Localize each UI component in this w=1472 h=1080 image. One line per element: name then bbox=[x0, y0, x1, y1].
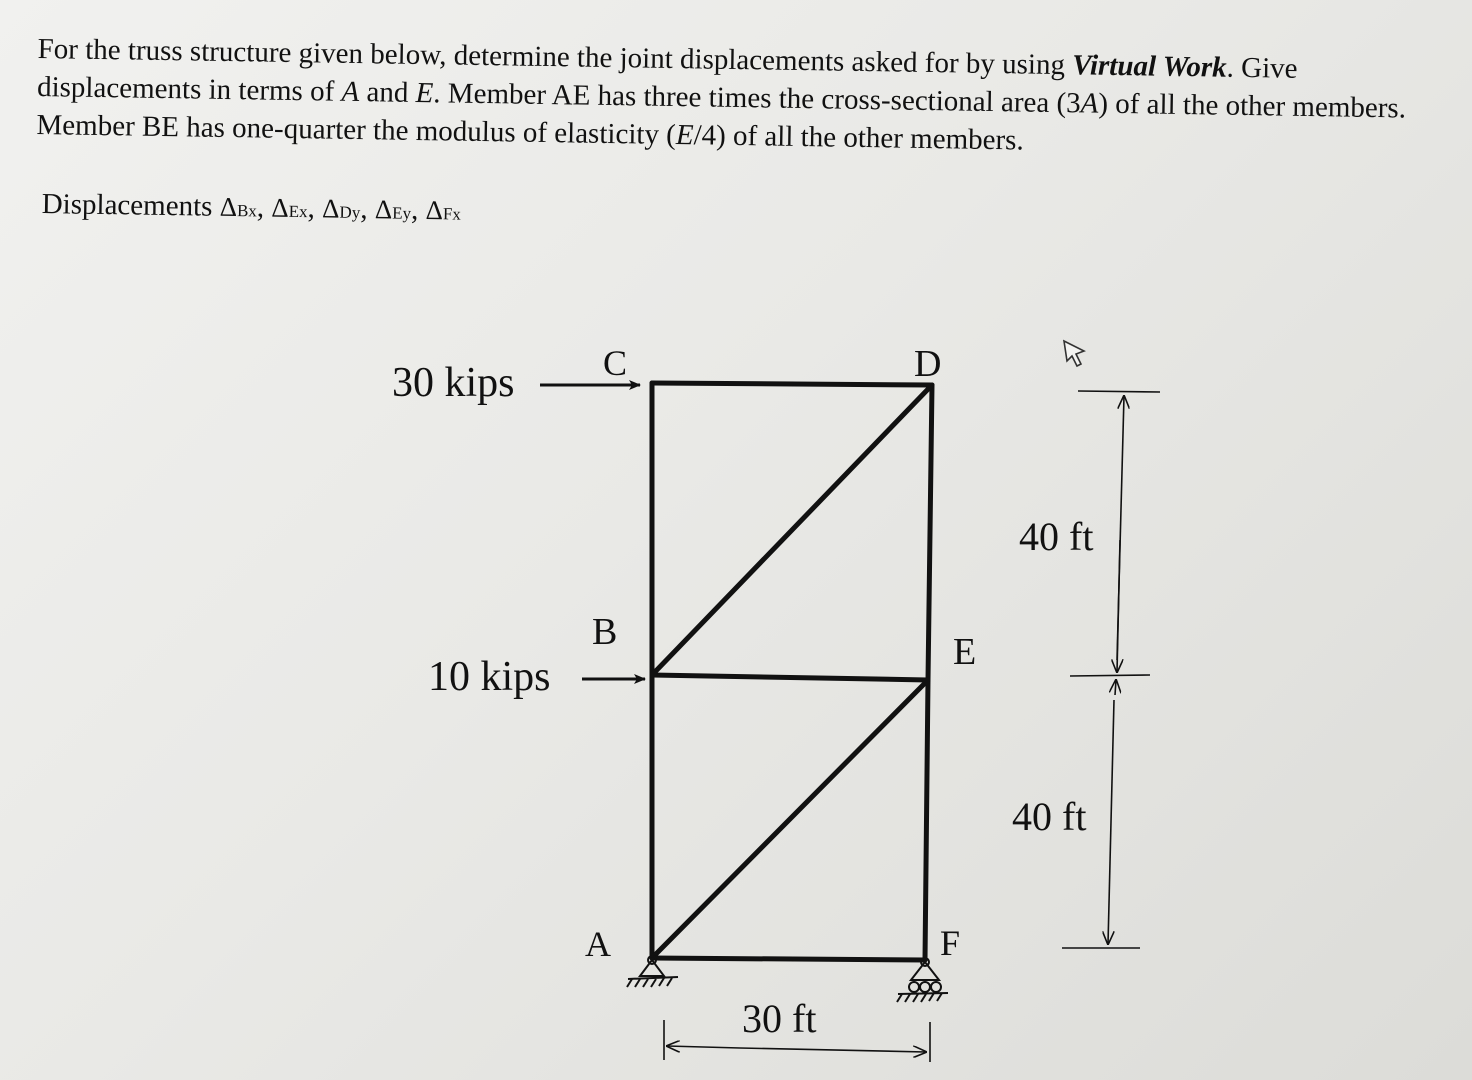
delta-subscript: Bx bbox=[236, 201, 258, 221]
load-label-30-kips: 30 kips bbox=[392, 360, 515, 406]
joint-label-f: F bbox=[940, 923, 961, 963]
member-be bbox=[652, 675, 928, 680]
problem-text-3: and bbox=[358, 76, 416, 109]
delta-symbol: Δ bbox=[321, 193, 340, 224]
member-ae bbox=[652, 680, 928, 958]
joint-label-a: A bbox=[585, 924, 611, 964]
problem-text-5: ) of all the other members. Member BE has one-quarter the modulus of elasticity ( bbox=[36, 87, 1407, 152]
problem-text-2: . Give displacements in terms of bbox=[36, 51, 1298, 108]
displacements-label: Displacements bbox=[41, 188, 213, 223]
var-area: A bbox=[341, 75, 360, 109]
pin-support-a bbox=[627, 956, 678, 987]
dimension-label-upper: 40 ft bbox=[1019, 514, 1094, 559]
member-de bbox=[928, 385, 932, 680]
dimension-label-lower: 40 ft bbox=[1012, 794, 1087, 839]
problem-text-4: . Member AE has three times the cross-sectional area (3 bbox=[433, 77, 1081, 120]
delta-subscript: Dy bbox=[339, 202, 361, 223]
mouse-cursor-icon bbox=[1064, 341, 1084, 366]
var-modulus-2: E bbox=[675, 119, 694, 152]
member-af bbox=[652, 958, 925, 960]
method-keyword: Virtual Work bbox=[1071, 49, 1227, 84]
joint-label-c: C bbox=[603, 343, 628, 383]
joint-label-d: D bbox=[914, 343, 942, 385]
separator: , bbox=[360, 193, 376, 226]
delta-subscript: Fx bbox=[442, 204, 462, 224]
member-cd bbox=[652, 383, 932, 385]
var-area-2: A bbox=[1080, 87, 1099, 120]
member-bd bbox=[652, 385, 932, 675]
member-ef bbox=[925, 680, 928, 960]
problem-text-1: For the truss structure given below, determine the joint displacements asked for by using bbox=[37, 32, 1073, 82]
dimension-label-width: 30 ft bbox=[742, 996, 817, 1041]
separator: , bbox=[410, 193, 426, 227]
delta-symbol: Δ bbox=[374, 194, 393, 225]
separator: , bbox=[307, 192, 323, 225]
problem-text-6: /4) of all the other members. bbox=[693, 119, 1024, 157]
load-label-10-kips: 10 kips bbox=[428, 654, 551, 700]
roller-support-f bbox=[897, 958, 948, 1002]
delta-symbol: Δ bbox=[271, 192, 290, 223]
delta-subscript: Ex bbox=[288, 201, 308, 222]
vertical-dimension bbox=[1062, 391, 1160, 948]
delta-subscript: Ey bbox=[392, 203, 412, 223]
delta-symbol: Δ bbox=[425, 195, 444, 226]
var-modulus: E bbox=[415, 76, 434, 110]
joint-label-e: E bbox=[953, 631, 977, 673]
joint-label-b: B bbox=[592, 611, 618, 653]
delta-symbol: Δ bbox=[219, 191, 238, 223]
separator: , bbox=[256, 191, 272, 224]
